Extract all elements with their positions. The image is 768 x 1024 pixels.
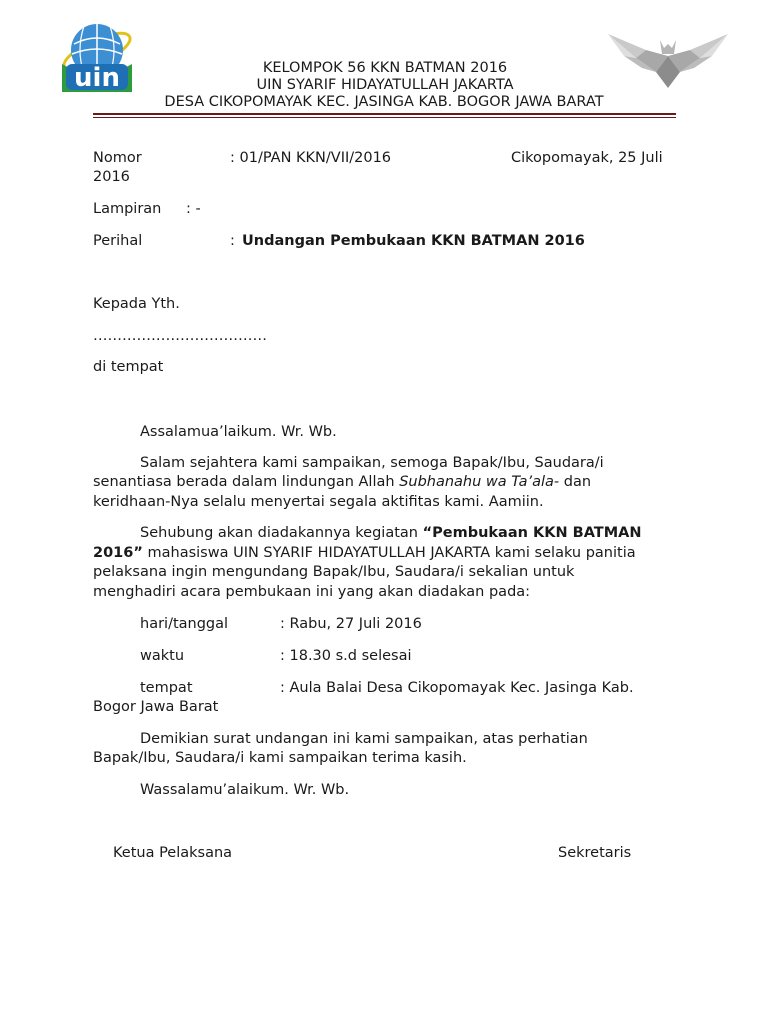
letterhead-line-3: DESA CIKOPOMAYAK KEC. JASINGA KAB. BOGOR JAWA BARAT — [164, 94, 604, 110]
letterhead-line-1: KELOMPOK 56 KKN BATMAN 2016 — [262, 60, 508, 76]
p1-l2-a: senantiasa berada dalam lindungan Allah — [93, 474, 400, 490]
letterhead-rule — [93, 113, 676, 115]
paragraph-1-line-2 — [93, 472, 591, 492]
event-place-label: tempat — [140, 680, 193, 696]
letterhead-rule-thin — [93, 117, 676, 118]
event-time-value: : 18.30 s.d selesai — [280, 648, 412, 664]
letter-date-year: 2016 — [93, 169, 130, 185]
p2-l1-bold: “Pembukaan KKN BATMAN — [422, 525, 642, 541]
perihal-label: Perihal — [93, 233, 143, 249]
nomor-label: Nomor — [93, 150, 142, 166]
paragraph-2-line-2 — [93, 543, 636, 563]
event-day-value: : Rabu, 27 Juli 2016 — [280, 616, 422, 632]
lampiran-value: : - — [186, 201, 201, 217]
paragraph-2-line-1 — [140, 523, 641, 543]
p2-l2-bold: 2016” — [93, 545, 143, 561]
paragraph-1-line-3: keridhaan-Nya selalu menyertai segala aktifitas kami. Aamiin. — [93, 494, 544, 510]
signature-secretary: Sekretaris — [558, 845, 632, 861]
event-time-label: waktu — [140, 648, 185, 664]
p2-l2-b: mahasiswa UIN SYARIF HIDAYATULLAH JAKARTA kami selaku panitia — [142, 545, 636, 561]
perihal-value: Undangan Pembukaan KKN BATMAN 2016 — [242, 233, 585, 249]
recipient-dots: ……………………………… — [93, 328, 267, 344]
paragraph-1-line-1: Salam sejahtera kami sampaikan, semoga Bapak/Ibu, Saudara/i — [140, 455, 604, 471]
letterhead-line-2: UIN SYARIF HIDAYATULLAH JAKARTA — [256, 77, 514, 93]
nomor-value: : 01/PAN KKN/VII/2016 — [230, 150, 392, 166]
event-place-value: : Aula Balai Desa Cikopomayak Kec. Jasinga Kab. — [280, 680, 634, 696]
recipient-heading: Kepada Yth. — [93, 296, 180, 312]
p1-l2-italic: Subhanahu wa Ta’ala- — [399, 474, 560, 490]
recipient-place: di tempat — [93, 359, 164, 375]
p2-l1-a: Sehubung akan diadakannya kegiatan — [140, 525, 423, 541]
closing-line-1: Demikian surat undangan ini kami sampaikan, atas perhatian — [140, 731, 588, 747]
svg-text:uin: uin — [74, 63, 120, 93]
letter-date: Cikopomayak, 25 Juli — [511, 150, 663, 166]
closing-salam: Wassalamu’alaikum. Wr. Wb. — [140, 782, 350, 798]
event-day-label: hari/tanggal — [140, 616, 229, 632]
paragraph-2-line-4: menghadiri acara pembukaan ini yang akan diadakan pada: — [93, 584, 531, 600]
p1-l2-c: dan — [559, 474, 592, 490]
greeting: Assalamua’laikum. Wr. Wb. — [140, 424, 337, 440]
closing-line-2: Bapak/Ibu, Saudara/i kami sampaikan terima kasih. — [93, 750, 467, 766]
signature-chair: Ketua Pelaksana — [113, 845, 233, 861]
perihal-colon: : — [230, 233, 235, 249]
lampiran-label: Lampiran — [93, 201, 162, 217]
paragraph-2-line-3: pelaksana ingin mengundang Bapak/Ibu, Saudara/i sekalian untuk — [93, 564, 575, 580]
event-place-value-cont: Bogor Jawa Barat — [93, 699, 219, 715]
